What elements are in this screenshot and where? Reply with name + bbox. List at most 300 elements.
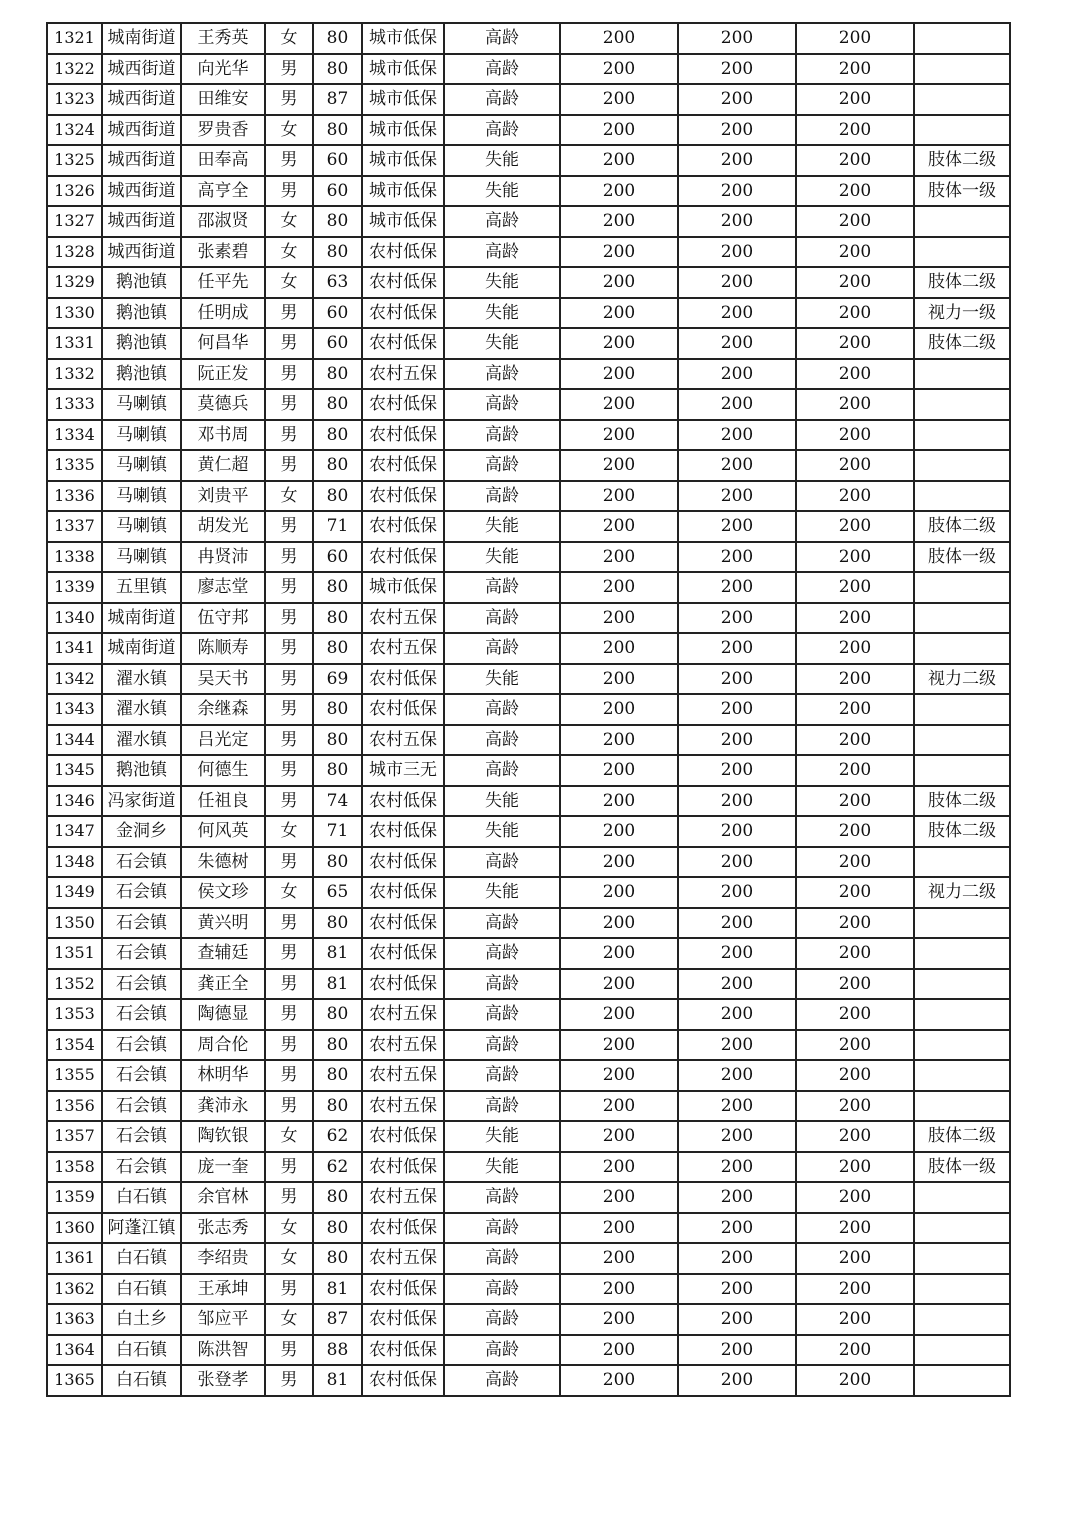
disability-level-cell (914, 633, 1010, 664)
type-cell: 高龄 (444, 84, 560, 115)
serial-number-cell: 1324 (47, 115, 102, 146)
category-cell: 农村低保 (362, 542, 444, 573)
table-row (47, 694, 1010, 725)
amount-cell: 200 (796, 23, 914, 54)
amount-cell: 200 (796, 1213, 914, 1244)
amount-cell: 200 (560, 725, 678, 756)
serial-number-cell: 1357 (47, 1121, 102, 1152)
amount-cell: 200 (678, 1304, 796, 1335)
gender-cell: 男 (265, 542, 313, 573)
type-cell: 失能 (444, 877, 560, 908)
disability-level-cell (914, 1243, 1010, 1274)
serial-number-cell: 1360 (47, 1213, 102, 1244)
category-cell: 城市低保 (362, 115, 444, 146)
amount-cell: 200 (560, 450, 678, 481)
name-cell: 莫德兵 (181, 389, 265, 420)
gender-cell: 男 (265, 1274, 313, 1305)
name-cell: 朱德树 (181, 847, 265, 878)
table-row (47, 1121, 1010, 1152)
name-cell: 王秀英 (181, 23, 265, 54)
table-row (47, 1304, 1010, 1335)
age-cell: 80 (313, 54, 362, 85)
name-cell: 查辅廷 (181, 938, 265, 969)
amount-cell: 200 (560, 1243, 678, 1274)
category-cell: 农村低保 (362, 1152, 444, 1183)
serial-number-cell: 1363 (47, 1304, 102, 1335)
table-row (47, 1335, 1010, 1366)
category-cell: 城市低保 (362, 54, 444, 85)
category-cell: 农村五保 (362, 1030, 444, 1061)
disability-level-cell (914, 1091, 1010, 1122)
amount-cell: 200 (678, 1243, 796, 1274)
serial-number-cell: 1361 (47, 1243, 102, 1274)
name-cell: 冉贤沛 (181, 542, 265, 573)
age-cell: 87 (313, 1304, 362, 1335)
serial-number-cell: 1338 (47, 542, 102, 573)
amount-cell: 200 (560, 267, 678, 298)
township-cell: 石会镇 (102, 1121, 181, 1152)
disability-level-cell: 肢体二级 (914, 1121, 1010, 1152)
type-cell: 失能 (444, 664, 560, 695)
table-row (47, 298, 1010, 329)
name-cell: 向光华 (181, 54, 265, 85)
amount-cell: 200 (796, 847, 914, 878)
township-cell: 鹅池镇 (102, 359, 181, 390)
serial-number-cell: 1356 (47, 1091, 102, 1122)
type-cell: 失能 (444, 328, 560, 359)
amount-cell: 200 (678, 969, 796, 1000)
name-cell: 张登孝 (181, 1365, 265, 1396)
amount-cell: 200 (678, 359, 796, 390)
disability-level-cell (914, 115, 1010, 146)
gender-cell: 男 (265, 1091, 313, 1122)
name-cell: 胡发光 (181, 511, 265, 542)
disability-level-cell: 肢体二级 (914, 511, 1010, 542)
serial-number-cell: 1340 (47, 603, 102, 634)
amount-cell: 200 (678, 847, 796, 878)
amount-cell: 200 (560, 54, 678, 85)
name-cell: 余官林 (181, 1182, 265, 1213)
category-cell: 农村低保 (362, 938, 444, 969)
table-row (47, 786, 1010, 817)
table-row (47, 450, 1010, 481)
township-cell: 石会镇 (102, 908, 181, 939)
disability-level-cell: 肢体一级 (914, 1152, 1010, 1183)
table-row (47, 1091, 1010, 1122)
type-cell: 高龄 (444, 1335, 560, 1366)
table-row (47, 1365, 1010, 1396)
township-cell: 石会镇 (102, 1030, 181, 1061)
serial-number-cell: 1339 (47, 572, 102, 603)
type-cell: 高龄 (444, 237, 560, 268)
type-cell: 高龄 (444, 725, 560, 756)
township-cell: 石会镇 (102, 999, 181, 1030)
amount-cell: 200 (678, 633, 796, 664)
age-cell: 88 (313, 1335, 362, 1366)
disability-level-cell (914, 1304, 1010, 1335)
category-cell: 农村低保 (362, 877, 444, 908)
amount-cell: 200 (678, 572, 796, 603)
gender-cell: 女 (265, 23, 313, 54)
age-cell: 62 (313, 1121, 362, 1152)
table-row (47, 389, 1010, 420)
amount-cell: 200 (678, 725, 796, 756)
name-cell: 吴天书 (181, 664, 265, 695)
type-cell: 高龄 (444, 1243, 560, 1274)
township-cell: 马喇镇 (102, 389, 181, 420)
type-cell: 高龄 (444, 206, 560, 237)
age-cell: 80 (313, 755, 362, 786)
type-cell: 失能 (444, 176, 560, 207)
age-cell: 87 (313, 84, 362, 115)
serial-number-cell: 1362 (47, 1274, 102, 1305)
name-cell: 张志秀 (181, 1213, 265, 1244)
amount-cell: 200 (560, 694, 678, 725)
amount-cell: 200 (560, 1030, 678, 1061)
disability-level-cell (914, 206, 1010, 237)
amount-cell: 200 (678, 542, 796, 573)
name-cell: 余继森 (181, 694, 265, 725)
gender-cell: 男 (265, 145, 313, 176)
township-cell: 白土乡 (102, 1304, 181, 1335)
table-row (47, 1182, 1010, 1213)
name-cell: 廖志堂 (181, 572, 265, 603)
name-cell: 陈顺寿 (181, 633, 265, 664)
category-cell: 城市低保 (362, 176, 444, 207)
category-cell: 农村低保 (362, 847, 444, 878)
age-cell: 80 (313, 237, 362, 268)
serial-number-cell: 1334 (47, 420, 102, 451)
amount-cell: 200 (560, 664, 678, 695)
category-cell: 城市低保 (362, 572, 444, 603)
gender-cell: 男 (265, 389, 313, 420)
table-row (47, 1030, 1010, 1061)
amount-cell: 200 (560, 115, 678, 146)
amount-cell: 200 (796, 1091, 914, 1122)
amount-cell: 200 (796, 1304, 914, 1335)
age-cell: 71 (313, 511, 362, 542)
amount-cell: 200 (678, 206, 796, 237)
serial-number-cell: 1350 (47, 908, 102, 939)
category-cell: 农村五保 (362, 1091, 444, 1122)
gender-cell: 男 (265, 786, 313, 817)
amount-cell: 200 (560, 542, 678, 573)
age-cell: 80 (313, 847, 362, 878)
serial-number-cell: 1335 (47, 450, 102, 481)
name-cell: 龚沛永 (181, 1091, 265, 1122)
table-row (47, 1243, 1010, 1274)
table-row (47, 145, 1010, 176)
name-cell: 刘贵平 (181, 481, 265, 512)
amount-cell: 200 (678, 450, 796, 481)
amount-cell: 200 (560, 1213, 678, 1244)
amount-cell: 200 (796, 359, 914, 390)
amount-cell: 200 (560, 633, 678, 664)
type-cell: 高龄 (444, 450, 560, 481)
amount-cell: 200 (678, 115, 796, 146)
category-cell: 农村五保 (362, 1060, 444, 1091)
amount-cell: 200 (796, 603, 914, 634)
township-cell: 石会镇 (102, 969, 181, 1000)
gender-cell: 男 (265, 359, 313, 390)
amount-cell: 200 (560, 877, 678, 908)
township-cell: 鹅池镇 (102, 298, 181, 329)
gender-cell: 女 (265, 816, 313, 847)
table-row (47, 542, 1010, 573)
serial-number-cell: 1365 (47, 1365, 102, 1396)
township-cell: 马喇镇 (102, 511, 181, 542)
amount-cell: 200 (560, 389, 678, 420)
name-cell: 何风英 (181, 816, 265, 847)
gender-cell: 男 (265, 1030, 313, 1061)
category-cell: 农村五保 (362, 725, 444, 756)
table-row (47, 420, 1010, 451)
gender-cell: 女 (265, 1304, 313, 1335)
amount-cell: 200 (796, 1274, 914, 1305)
type-cell: 高龄 (444, 755, 560, 786)
amount-cell: 200 (560, 328, 678, 359)
gender-cell: 女 (265, 115, 313, 146)
amount-cell: 200 (678, 1030, 796, 1061)
serial-number-cell: 1337 (47, 511, 102, 542)
category-cell: 农村低保 (362, 1365, 444, 1396)
type-cell: 高龄 (444, 633, 560, 664)
amount-cell: 200 (796, 267, 914, 298)
amount-cell: 200 (560, 420, 678, 451)
type-cell: 高龄 (444, 938, 560, 969)
amount-cell: 200 (678, 1213, 796, 1244)
category-cell: 农村低保 (362, 908, 444, 939)
age-cell: 60 (313, 145, 362, 176)
amount-cell: 200 (678, 237, 796, 268)
township-cell: 石会镇 (102, 847, 181, 878)
serial-number-cell: 1329 (47, 267, 102, 298)
name-cell: 伍守邦 (181, 603, 265, 634)
township-cell: 城西街道 (102, 54, 181, 85)
category-cell: 农村低保 (362, 1274, 444, 1305)
serial-number-cell: 1326 (47, 176, 102, 207)
table-row (47, 511, 1010, 542)
category-cell: 农村低保 (362, 694, 444, 725)
category-cell: 城市三无 (362, 755, 444, 786)
gender-cell: 男 (265, 969, 313, 1000)
amount-cell: 200 (678, 23, 796, 54)
type-cell: 失能 (444, 1121, 560, 1152)
type-cell: 高龄 (444, 1304, 560, 1335)
gender-cell: 男 (265, 1365, 313, 1396)
serial-number-cell: 1348 (47, 847, 102, 878)
type-cell: 高龄 (444, 969, 560, 1000)
amount-cell: 200 (678, 877, 796, 908)
type-cell: 高龄 (444, 359, 560, 390)
category-cell: 农村低保 (362, 267, 444, 298)
amount-cell: 200 (560, 1335, 678, 1366)
amount-cell: 200 (678, 664, 796, 695)
gender-cell: 男 (265, 420, 313, 451)
age-cell: 69 (313, 664, 362, 695)
township-cell: 城南街道 (102, 633, 181, 664)
amount-cell: 200 (678, 1060, 796, 1091)
category-cell: 农村五保 (362, 1182, 444, 1213)
age-cell: 80 (313, 572, 362, 603)
gender-cell: 男 (265, 84, 313, 115)
name-cell: 林明华 (181, 1060, 265, 1091)
age-cell: 65 (313, 877, 362, 908)
township-cell: 石会镇 (102, 877, 181, 908)
amount-cell: 200 (678, 603, 796, 634)
age-cell: 80 (313, 450, 362, 481)
serial-number-cell: 1327 (47, 206, 102, 237)
amount-cell: 200 (560, 969, 678, 1000)
category-cell: 农村低保 (362, 481, 444, 512)
age-cell: 80 (313, 1030, 362, 1061)
age-cell: 60 (313, 542, 362, 573)
serial-number-cell: 1342 (47, 664, 102, 695)
gender-cell: 男 (265, 1335, 313, 1366)
disability-level-cell (914, 847, 1010, 878)
type-cell: 高龄 (444, 23, 560, 54)
serial-number-cell: 1353 (47, 999, 102, 1030)
name-cell: 周合伦 (181, 1030, 265, 1061)
disability-level-cell: 肢体二级 (914, 145, 1010, 176)
type-cell: 高龄 (444, 420, 560, 451)
amount-cell: 200 (560, 999, 678, 1030)
table-row (47, 969, 1010, 1000)
table-row (47, 877, 1010, 908)
serial-number-cell: 1354 (47, 1030, 102, 1061)
serial-number-cell: 1358 (47, 1152, 102, 1183)
gender-cell: 男 (265, 694, 313, 725)
gender-cell: 男 (265, 328, 313, 359)
amount-cell: 200 (796, 1335, 914, 1366)
amount-cell: 200 (560, 1121, 678, 1152)
amount-cell: 200 (796, 511, 914, 542)
age-cell: 80 (313, 1243, 362, 1274)
table-row (47, 328, 1010, 359)
amount-cell: 200 (678, 84, 796, 115)
amount-cell: 200 (678, 511, 796, 542)
serial-number-cell: 1355 (47, 1060, 102, 1091)
amount-cell: 200 (796, 969, 914, 1000)
amount-cell: 200 (796, 206, 914, 237)
disability-level-cell: 肢体二级 (914, 816, 1010, 847)
age-cell: 74 (313, 786, 362, 817)
serial-number-cell: 1343 (47, 694, 102, 725)
amount-cell: 200 (560, 84, 678, 115)
gender-cell: 女 (265, 206, 313, 237)
table-row (47, 755, 1010, 786)
amount-cell: 200 (678, 816, 796, 847)
age-cell: 60 (313, 298, 362, 329)
serial-number-cell: 1322 (47, 54, 102, 85)
amount-cell: 200 (560, 237, 678, 268)
table-row (47, 999, 1010, 1030)
age-cell: 81 (313, 969, 362, 1000)
amount-cell: 200 (796, 633, 914, 664)
gender-cell: 男 (265, 1152, 313, 1183)
type-cell: 高龄 (444, 481, 560, 512)
amount-cell: 200 (678, 328, 796, 359)
disability-level-cell: 视力一级 (914, 298, 1010, 329)
gender-cell: 男 (265, 664, 313, 695)
age-cell: 80 (313, 999, 362, 1030)
disability-level-cell: 肢体二级 (914, 267, 1010, 298)
disability-level-cell (914, 54, 1010, 85)
type-cell: 高龄 (444, 999, 560, 1030)
type-cell: 失能 (444, 816, 560, 847)
serial-number-cell: 1331 (47, 328, 102, 359)
table-row (47, 237, 1010, 268)
amount-cell: 200 (796, 298, 914, 329)
type-cell: 高龄 (444, 1213, 560, 1244)
name-cell: 任平先 (181, 267, 265, 298)
amount-cell: 200 (796, 1121, 914, 1152)
disability-level-cell (914, 969, 1010, 1000)
amount-cell: 200 (796, 694, 914, 725)
township-cell: 城南街道 (102, 23, 181, 54)
amount-cell: 200 (796, 1152, 914, 1183)
age-cell: 71 (313, 816, 362, 847)
category-cell: 城市低保 (362, 206, 444, 237)
gender-cell: 男 (265, 755, 313, 786)
disability-level-cell (914, 1182, 1010, 1213)
amount-cell: 200 (560, 755, 678, 786)
age-cell: 60 (313, 328, 362, 359)
age-cell: 81 (313, 1365, 362, 1396)
amount-cell: 200 (796, 176, 914, 207)
township-cell: 白石镇 (102, 1182, 181, 1213)
serial-number-cell: 1325 (47, 145, 102, 176)
category-cell: 农村低保 (362, 298, 444, 329)
amount-cell: 200 (796, 115, 914, 146)
type-cell: 高龄 (444, 1060, 560, 1091)
gender-cell: 女 (265, 237, 313, 268)
type-cell: 失能 (444, 786, 560, 817)
township-cell: 马喇镇 (102, 542, 181, 573)
amount-cell: 200 (560, 511, 678, 542)
serial-number-cell: 1330 (47, 298, 102, 329)
age-cell: 63 (313, 267, 362, 298)
disability-level-cell (914, 23, 1010, 54)
gender-cell: 男 (265, 847, 313, 878)
category-cell: 农村五保 (362, 359, 444, 390)
gender-cell: 男 (265, 511, 313, 542)
age-cell: 80 (313, 1182, 362, 1213)
age-cell: 80 (313, 481, 362, 512)
amount-cell: 200 (796, 938, 914, 969)
age-cell: 80 (313, 389, 362, 420)
amount-cell: 200 (678, 1152, 796, 1183)
gender-cell: 男 (265, 1182, 313, 1213)
township-cell: 石会镇 (102, 938, 181, 969)
disability-level-cell: 视力二级 (914, 877, 1010, 908)
township-cell: 阿蓬江镇 (102, 1213, 181, 1244)
table-row (47, 84, 1010, 115)
amount-cell: 200 (678, 481, 796, 512)
amount-cell: 200 (560, 206, 678, 237)
type-cell: 高龄 (444, 1030, 560, 1061)
name-cell: 庞一奎 (181, 1152, 265, 1183)
table-row (47, 23, 1010, 54)
table-row (47, 176, 1010, 207)
amount-cell: 200 (796, 1243, 914, 1274)
gender-cell: 男 (265, 450, 313, 481)
gender-cell: 男 (265, 54, 313, 85)
gender-cell: 男 (265, 908, 313, 939)
table-row (47, 725, 1010, 756)
serial-number-cell: 1341 (47, 633, 102, 664)
serial-number-cell: 1349 (47, 877, 102, 908)
